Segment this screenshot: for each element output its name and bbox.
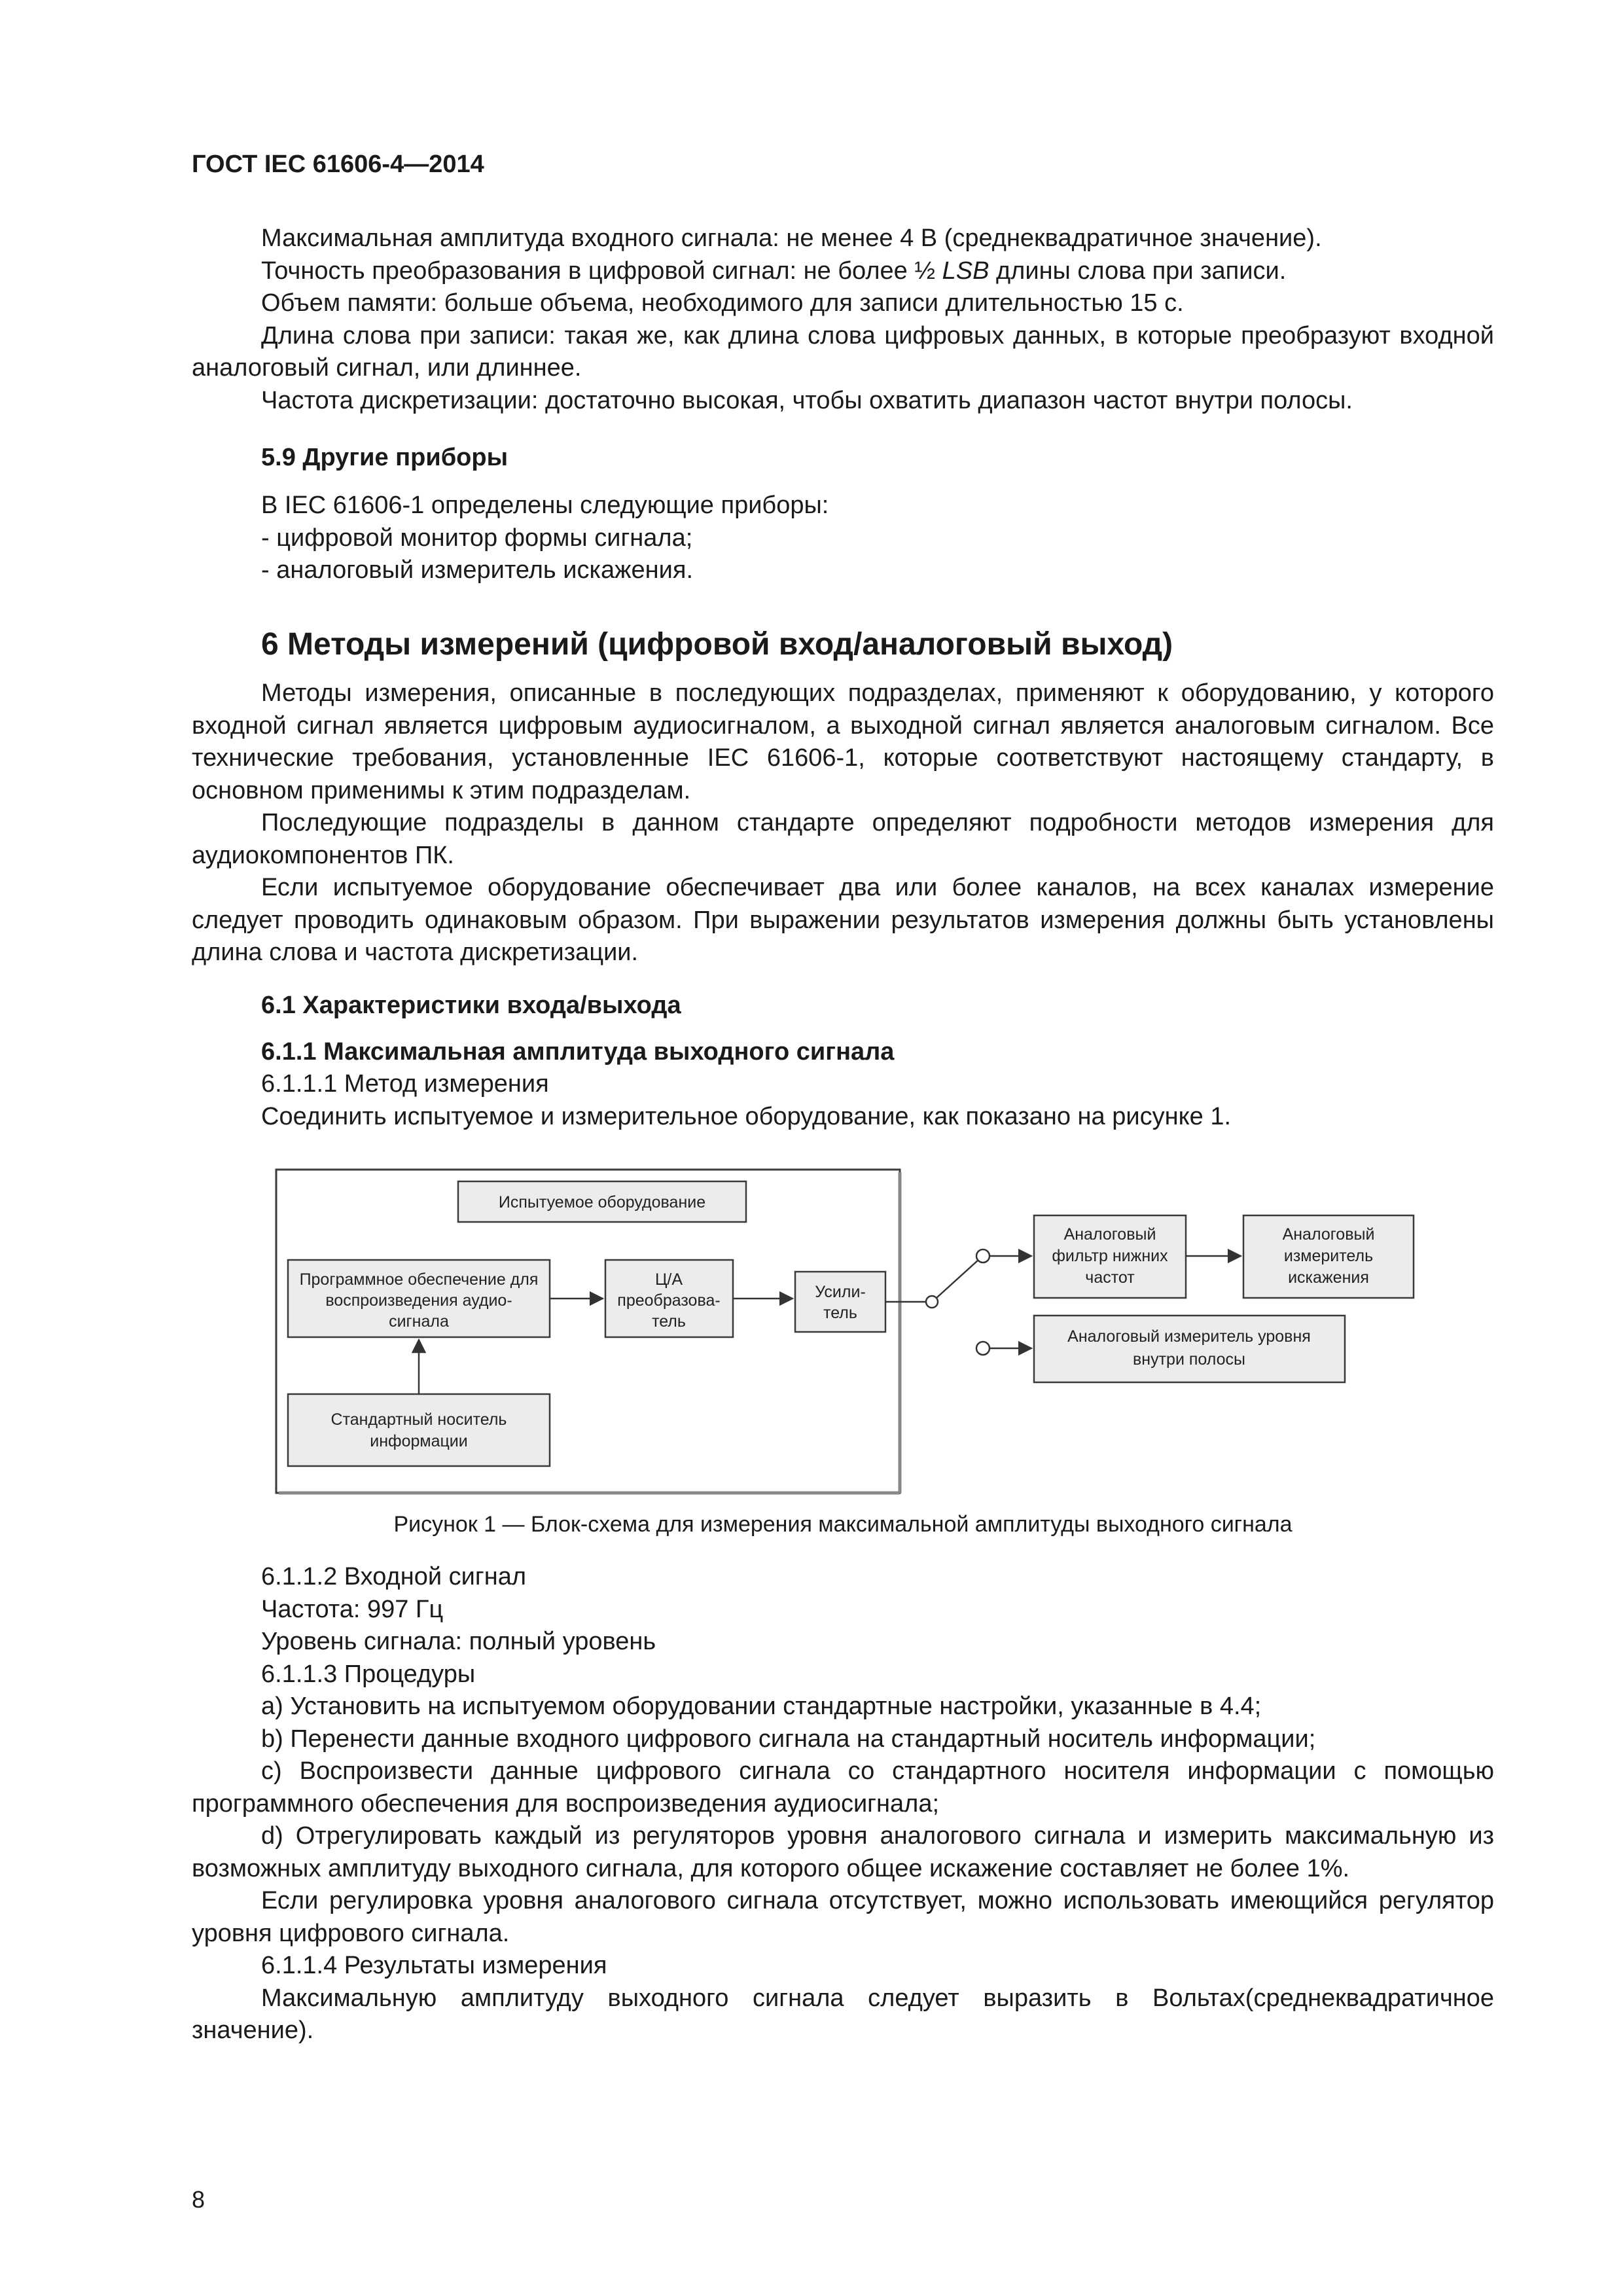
svg-text:сигнала: сигнала bbox=[389, 1312, 449, 1331]
signal-level-line: Уровень сигнала: полный уровень bbox=[261, 1628, 656, 1655]
svg-text:искажения: искажения bbox=[1288, 1268, 1369, 1287]
software-box bbox=[288, 1260, 550, 1337]
memory-size-line: Объем памяти: больше объема, необходимого для записи длительностью 15 с. bbox=[261, 289, 1184, 317]
switch-terminal-upper bbox=[976, 1249, 990, 1263]
svg-text:Программное обеспечение для: Программное обеспечение для bbox=[299, 1270, 539, 1289]
requirements-block bbox=[192, 223, 1494, 417]
dac-box bbox=[605, 1260, 733, 1337]
procedures-block bbox=[192, 1561, 1494, 2047]
paragraph: Методы измерения, описанные в последующих подразделах, применяют к оборудованию, у которого входной сигнал является цифровым аудиосигналом, а выходной сигнал является аналоговым сигналом. Все технические требования, установленные IEC 61606-1, которые соответствуют настоящему стандарту, в основном применимы к этим подразделам. bbox=[192, 679, 1494, 804]
svg-text:Аналоговый: Аналоговый bbox=[1063, 1225, 1156, 1244]
section-6-1-1-heading: 6.1.1 Максимальная амплитуда выходного сигнала bbox=[261, 1038, 895, 1066]
eut-label-box bbox=[458, 1181, 746, 1222]
conversion-accuracy-line: Точность преобразования в цифровой сигнал: не более ½ LSB длины слова при записи. bbox=[261, 257, 1287, 285]
paragraph: Если испытуемое оборудование обеспечивает два или более каналов, на всех каналах измерение следует проводить одинаковым образом. При выражении результатов измерения должны быть установлены длина слова и частота дискретизации. bbox=[192, 874, 1494, 966]
page-number: 8 bbox=[192, 2186, 205, 2213]
connect-instruction: Соединить испытуемое и измерительное оборудование, как показано на рисунке 1. bbox=[261, 1102, 1232, 1130]
procedures-heading: 6.1.1.3 Процедуры bbox=[261, 1660, 476, 1688]
figure-caption: Рисунок 1 — Блок-схема для измерения максимальной амплитуды выходного сигнала bbox=[393, 1512, 1293, 1537]
amplifier-box bbox=[795, 1272, 885, 1332]
svg-text:Испытуемое оборудование: Испытуемое оборудование bbox=[498, 1193, 706, 1211]
procedure-step-a: a) Установить на испытуемом оборудовании стандартные настройки, указанные в 4.4; bbox=[261, 1693, 1262, 1720]
sampling-rate-line: Частота дискретизации: достаточно высокая, чтобы охватить диапазон частот внутри полосы. bbox=[261, 386, 1353, 414]
svg-text:преобразова-: преобразова- bbox=[617, 1291, 721, 1310]
svg-text:воспроизведения аудио-: воспроизведения аудио- bbox=[325, 1291, 512, 1310]
storage-medium-box bbox=[288, 1394, 550, 1466]
instrument-item: - цифровой монитор формы сигнала; bbox=[261, 524, 693, 552]
switch-lever bbox=[936, 1260, 978, 1298]
svg-text:Аналоговый измеритель уровня: Аналоговый измеритель уровня bbox=[1067, 1327, 1311, 1346]
procedure-step-d: d) Отрегулировать каждый из регуляторов уровня аналогового сигнала и измерить максимальную из возможных амплитуду выходного сигнала, для которого общее искажение составляет не более 1%. bbox=[192, 1822, 1494, 1882]
section-6-1-heading: 6.1 Характеристики входа/выхода bbox=[261, 992, 681, 1019]
section-5-9 bbox=[192, 442, 1494, 587]
results-heading: 6.1.1.4 Результаты измерения bbox=[261, 1952, 607, 1979]
svg-text:Стандартный носитель: Стандартный носитель bbox=[330, 1410, 507, 1429]
distortion-meter-box bbox=[1243, 1215, 1414, 1298]
svg-text:Аналоговый: Аналоговый bbox=[1282, 1225, 1375, 1244]
word-length-line: Длина слова при записи: такая же, как длина слова цифровых данных, в которые преобразуют входной аналоговый сигнал, или длиннее. bbox=[192, 321, 1494, 382]
max-input-amplitude-line: Максимальная амплитуда входного сигнала: не менее 4 В (среднеквадратичное значение). bbox=[261, 224, 1322, 252]
results-text: Максимальную амплитуду выходного сигнала следует выразить в Вольтах(среднеквадратичное значение). bbox=[192, 1984, 1494, 2044]
block-diagram bbox=[275, 1168, 1558, 1496]
svg-text:измеритель: измеритель bbox=[1283, 1247, 1374, 1265]
method-heading: 6.1.1.1 Метод измерения bbox=[261, 1070, 549, 1098]
section-5-9-heading: 5.9 Другие приборы bbox=[261, 444, 508, 471]
instruments-intro: В IEC 61606-1 определены следующие приборы: bbox=[261, 492, 829, 519]
svg-text:информации: информации bbox=[370, 1432, 468, 1450]
svg-text:тель: тель bbox=[652, 1312, 686, 1331]
frequency-line: Частота: 997 Гц bbox=[261, 1595, 444, 1623]
digital-level-note: Если регулировка уровня аналогового сигнала отсутствует, можно использовать имеющийся регулятор уровня цифрового сигнала. bbox=[192, 1887, 1494, 1947]
level-meter-box bbox=[1034, 1316, 1345, 1382]
lowpass-filter-box bbox=[1034, 1215, 1186, 1298]
switch-terminal-lower bbox=[976, 1342, 990, 1355]
svg-text:частот: частот bbox=[1085, 1268, 1135, 1287]
section-6-heading: 6 Методы измерений (цифровой вход/аналоговый выход) bbox=[261, 627, 1173, 662]
paragraph: Последующие подразделы в данном стандарте определяют подробности методов измерения для аудиокомпонентов ПК. bbox=[192, 809, 1494, 869]
svg-text:Ц/А: Ц/А bbox=[654, 1270, 683, 1289]
section-6-1 bbox=[192, 990, 1494, 1133]
document-header: ГОСТ IEC 61606-4—2014 bbox=[192, 151, 484, 178]
lsb-term: LSB bbox=[942, 257, 990, 285]
svg-text:Усили-: Усили- bbox=[815, 1283, 866, 1301]
instrument-item: - аналоговый измеритель искажения. bbox=[261, 556, 694, 584]
procedure-step-c: c) Воспроизвести данные цифрового сигнала со стандартного носителя информации с помощью программного обеспечения для воспроизведения аудиосигнала; bbox=[192, 1757, 1494, 1818]
svg-text:фильтр нижних: фильтр нижних bbox=[1052, 1247, 1168, 1265]
svg-text:тель: тель bbox=[823, 1304, 857, 1322]
procedure-step-b: b) Перенести данные входного цифрового сигнала на стандартный носитель информации; bbox=[261, 1725, 1316, 1753]
switch-common-terminal bbox=[926, 1296, 938, 1308]
input-signal-heading: 6.1.1.2 Входной сигнал bbox=[261, 1563, 527, 1590]
section-6 bbox=[192, 625, 1494, 969]
svg-text:внутри полосы: внутри полосы bbox=[1133, 1350, 1245, 1369]
